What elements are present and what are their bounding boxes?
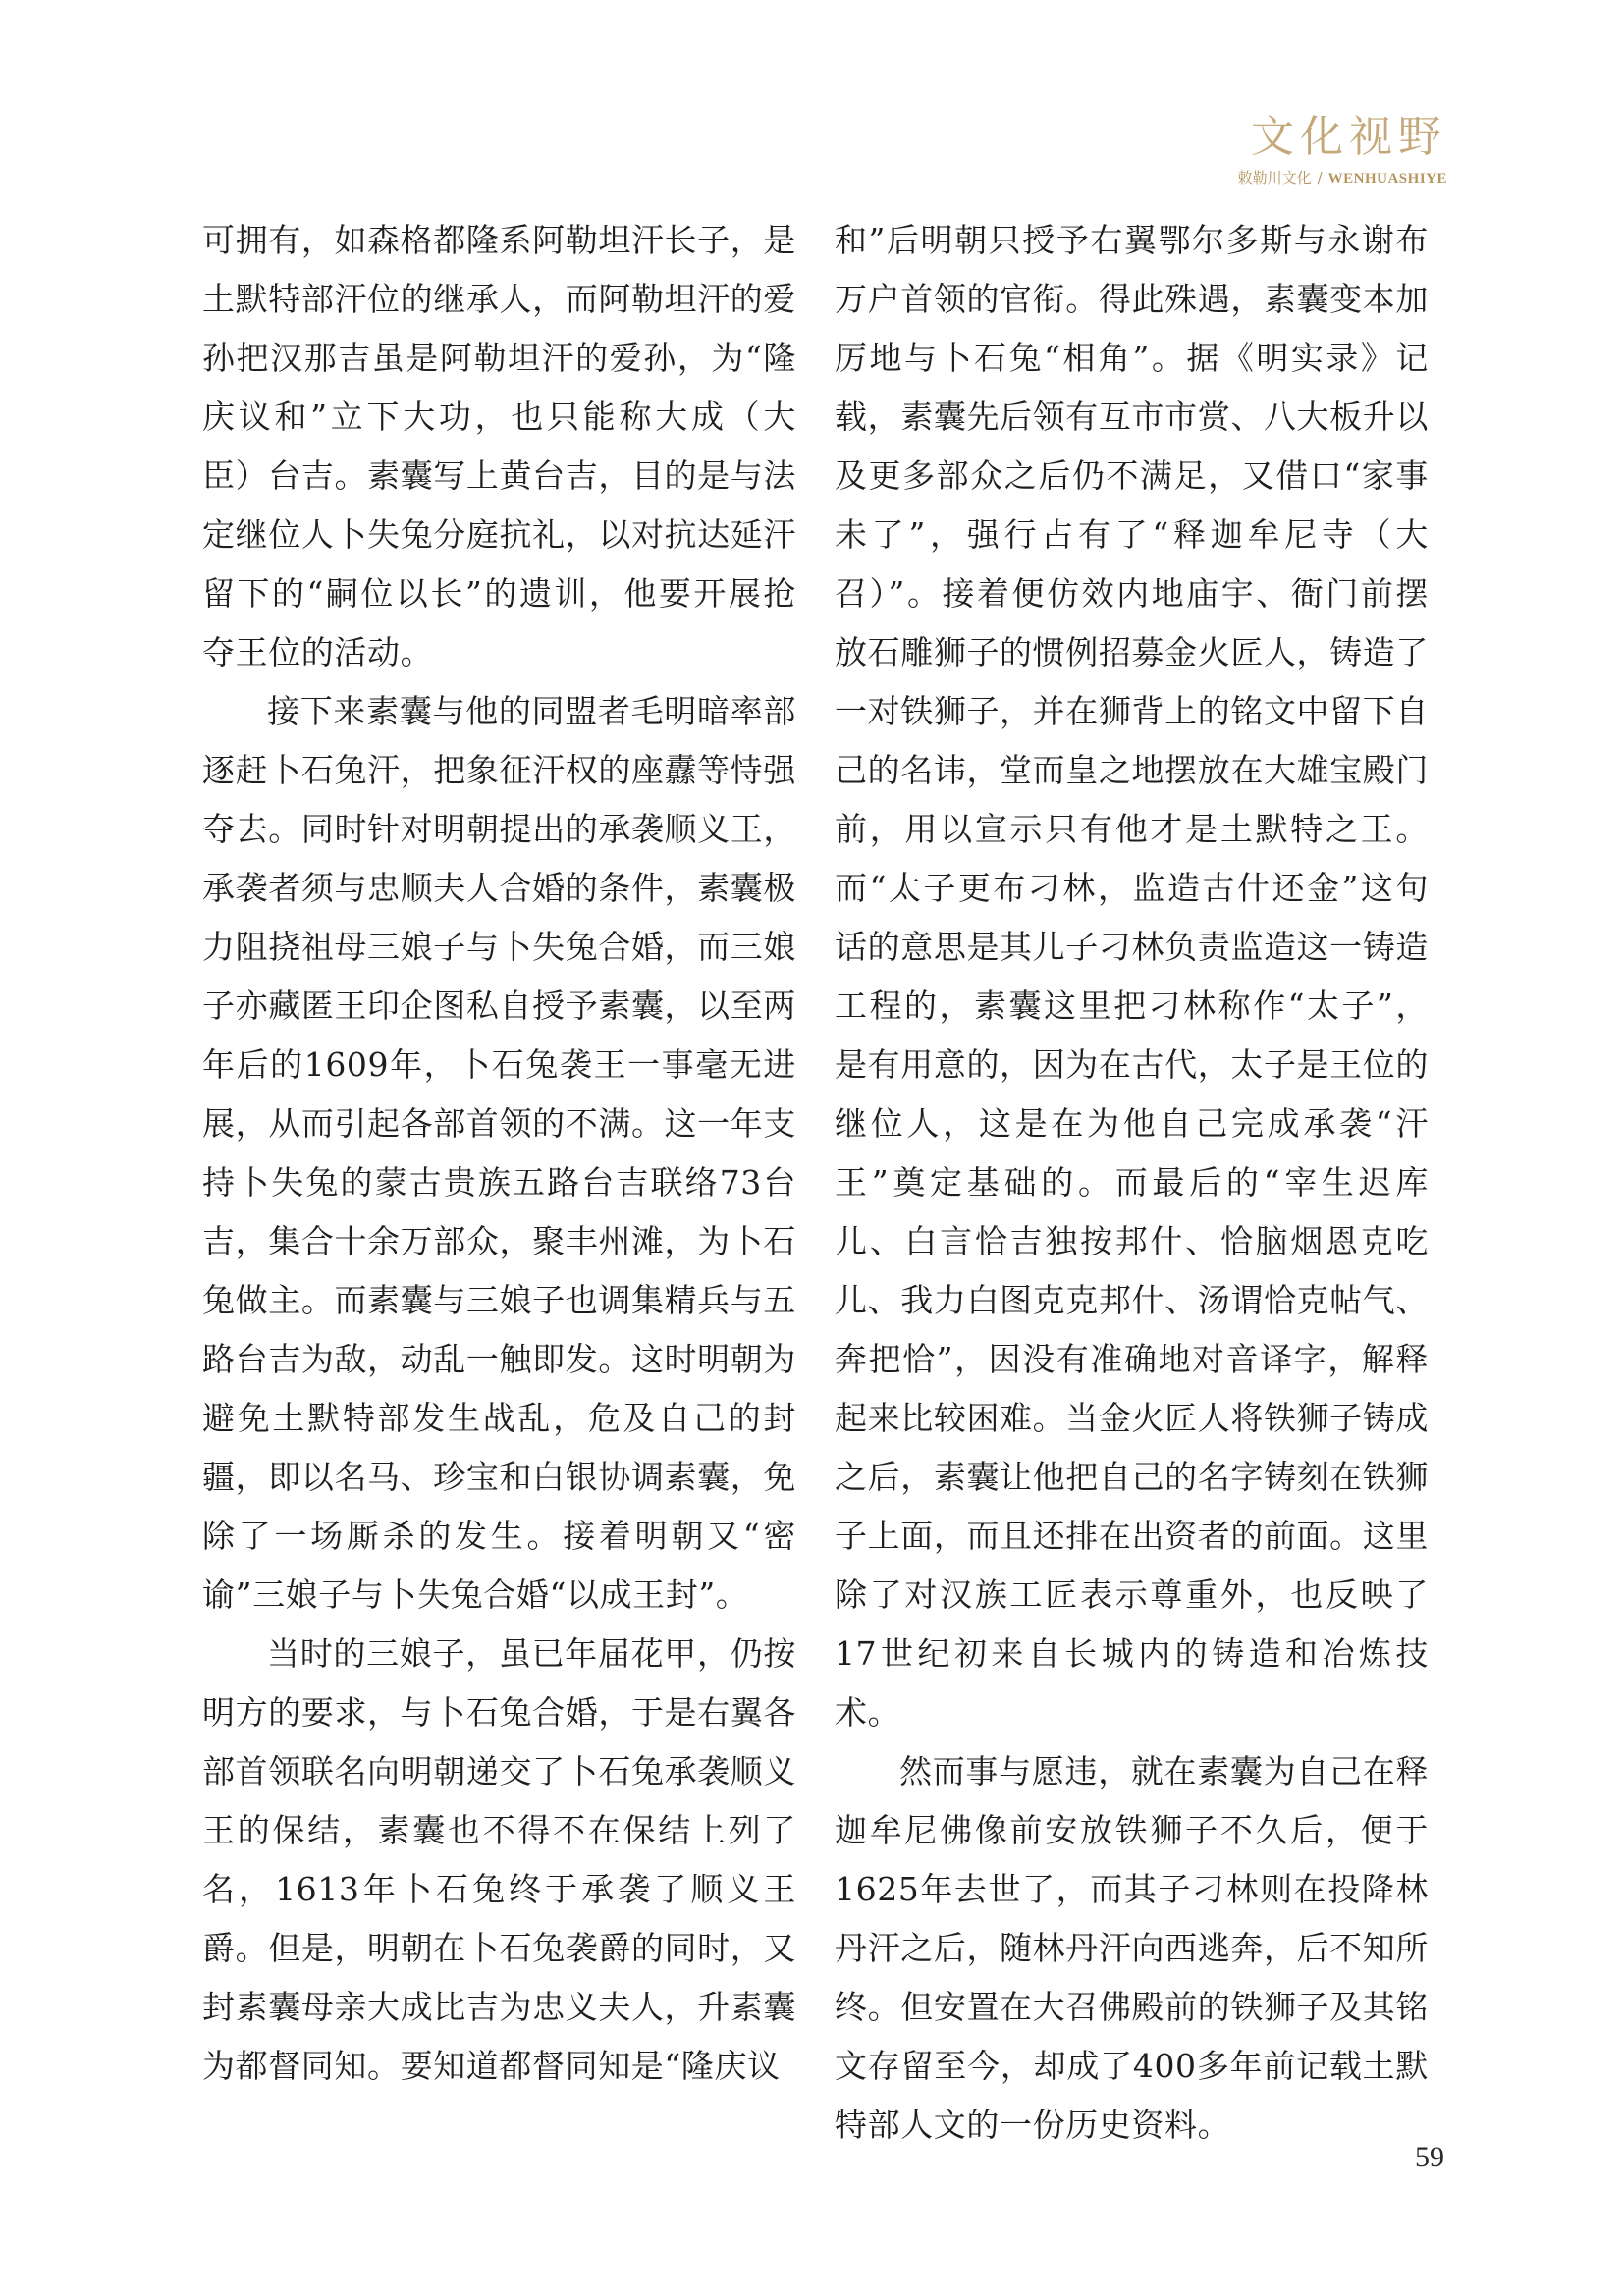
section-header [1238,110,1447,187]
left-paragraph-3: 当时的三娘子，虽已年届花甲，仍按明方的要求，与卜石兔合婚，于是右翼各部首领联名向明朝递交了卜石兔承袭顺义王的保结，素囊也不得不在保结上列了名，1613年卜石兔终于承袭了顺义王爵。但是，明朝在卜石兔袭爵的同时，又封素囊母亲大成比吉为忠义夫人，升素囊为都督同知。要知道都督同知是“隆庆议 [202,1634,796,2085]
section-title: 文化视野 [1251,112,1447,162]
section-subtitle-slash: / [1317,169,1323,187]
left-column [202,211,796,2096]
right-paragraph-2: 然而事与愿违，就在素囊为自己在释迦牟尼佛像前安放铁狮子不久后，便于1625年去世了，而其子刁林则在投降林丹汗之后，随林丹汗向西逃奔，后不知所终。但安置在大召佛殿前的铁狮子及其铭文存留至今，却成了400多年前记载土默特部人文的一份历史资料。 [835,1752,1429,2144]
left-paragraph-2: 接下来素囊与他的同盟者毛明暗率部逐赶卜石兔汗，把象征汗权的座纛等恃强夺去。同时针对明朝提出的承袭顺义王，承袭者须与忠顺夫人合婚的条件，素囊极力阻挠祖母三娘子与卜失兔合婚，而三娘子亦藏匿王印企图私自授予素囊，以至两年后的1609年，卜石兔袭王一事毫无进展，从而引起各部首领的不满。这一年支持卜失兔的蒙古贵族五路台吉联络73台吉，集合十余万部众，聚丰州滩，为卜石兔做主。而素囊与三娘子也调集精兵与五路台吉为敌，动乱一触即发。这时明朝为避免土默特部发生战乱，危及自己的封疆，即以名马、珍宝和白银协调素囊，免除了一场厮杀的发生。接着明朝又“密谕”三娘子与卜失兔合婚“以成王封”。 [202,692,796,1614]
right-paragraph-1: 和”后明朝只授予右翼鄂尔多斯与永谢布万户首领的官衔。得此殊遇，素囊变本加厉地与卜石兔“相角”。据《明实录》记载，素囊先后领有互市市赏、八大板升以及更多部众之后仍不满足，又借口“家事未了”，强行占有了“释迦牟尼寺（大召）”。接着便仿效内地庙宇、衙门前摆放石雕狮子的惯例招募金火匠人，铸造了一对铁狮子，并在狮背上的铭文中留下自己的名讳，堂而皇之地摆放在大雄宝殿门前，用以宣示只有他才是土默特之王。而“太子更布刁林，监造古什还金”这句话的意思是其儿子刁林负责监造这一铸造工程的，素囊这里把刁林称作“太子”，是有用意的，因为在古代，太子是王位的继位人，这是在为他自己完成承袭“汗王”奠定基础的。而最后的“宰生迟库儿、白言恰吉独按邦什、恰脑烟恩克吃儿、我力白图克克邦什、汤谓恰克帖气、奔把恰”，因没有准确地对音译字，解释起来比较困难。当金火匠人将铁狮子铸成之后，素囊让他把自己的名字铸刻在铁狮子上面，而且还排在出资者的前面。这里除了对汉族工匠表示尊重外，也反映了17世纪初来自长城内的铸造和冶炼技术。 [835,221,1429,1732]
right-column [835,211,1429,2155]
section-subtitle-cn: 敕勒川文化 [1237,169,1312,187]
left-paragraph-1: 可拥有，如森格都隆系阿勒坦汗长子，是土默特部汗位的继承人，而阿勒坦汗的爱孙把汉那吉虽是阿勒坦汗的爱孙，为“隆庆议和”立下大功，也只能称大成（大臣）台吉。素囊写上黄台吉，目的是与法定继位人卜失兔分庭抗礼，以对抗达延汗留下的“嗣位以长”的遗训，他要开展抢夺王位的活动。 [202,221,796,671]
section-subtitle-en: WENHUASHIYE [1327,171,1447,187]
section-subtitle [1238,169,1447,187]
page-number: 59 [1415,2141,1444,2173]
